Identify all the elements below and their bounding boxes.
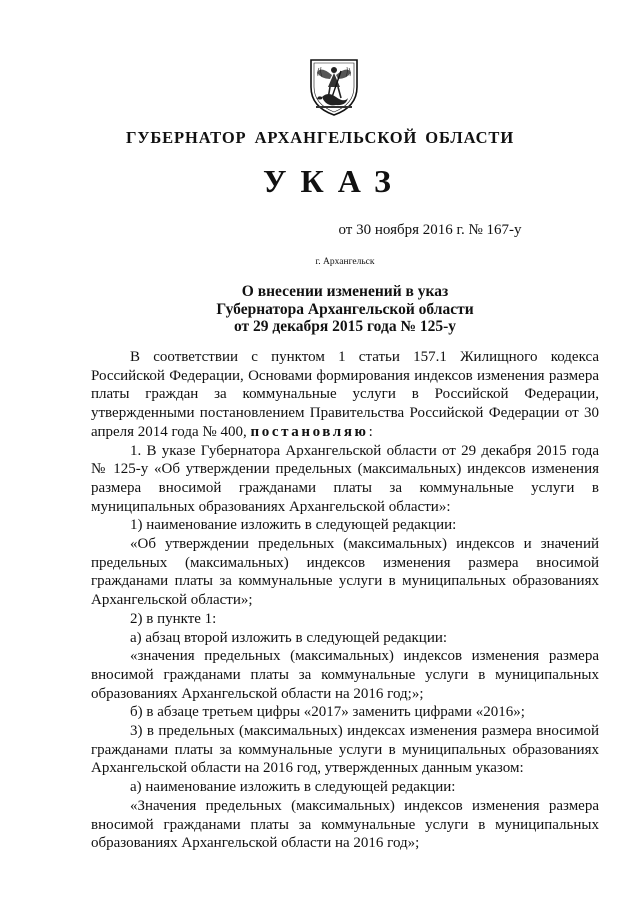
document-heading (25, 283, 640, 336)
decree-colon: : (368, 423, 373, 440)
heading-line: Губернатора Архангельской области (216, 300, 474, 318)
document-body (91, 348, 599, 853)
heading-line: от 29 декабря 2015 года № 125-у (233, 318, 457, 335)
intro-paragraph (91, 348, 599, 442)
body-paragraph: а) абзац второй изложить в следующей редакции: (130, 629, 448, 646)
body-paragraph: 3) в предельных (максимальных) индексах изменения размера вносимой гражданами платы за коммунальные услуги в муниципальных образованиях Архангельской области на 2016 год, утвержденных данным указом: (91, 723, 599, 777)
body-paragraph: 1. В указе Губернатора Архангельской области от 29 декабря 2015 года № 125-у «Об утверждении предельных (максимальных) индексов изменения размера вносимой гражданами платы за коммунальные услуги в муниципальных образованиях Архангельской области»: (91, 442, 599, 515)
decree-word: постановляю (250, 423, 369, 440)
body-paragraph: 1) наименование изложить в следующей редакции: (130, 517, 457, 534)
authority-title: ГУБЕРНАТОР АРХАНГЕЛЬСКОЙ ОБЛАСТИ (125, 128, 515, 147)
body-paragraph: б) в абзаце третьем цифры «2017» заменить цифрами «2016»; (130, 704, 525, 721)
body-paragraph: «значения предельных (максимальных) индексов изменения размера вносимой гражданами платы за коммунальные услуги в муниципальных образованиях Архангельской области на 2016 год;»; (91, 648, 599, 702)
document-date-number: от 30 ноября 2016 г. № 167-у (338, 222, 522, 238)
document-city: г. Архангельск (315, 257, 375, 267)
document-type: УКАЗ (263, 163, 405, 199)
body-paragraph: «Значения предельных (максимальных) индексов изменения размера вносимой гражданами платы за коммунальные услуги в муниципальных образованиях Архангельской области на 2016 год»; (91, 797, 599, 852)
body-paragraph: 2) в пункте 1: (130, 610, 217, 627)
body-paragraph: а) наименование изложить в следующей редакции: (130, 779, 456, 796)
body-paragraph: «Об утверждении предельных (максимальных) индексов и значений предельных (максимальных) индексов изменения размера вносимой гражданами платы за коммунальные услуги в муниципальных образованиях Архангельской области»; (91, 536, 599, 609)
heading-line: О внесении изменений в указ (241, 283, 449, 300)
intro-text: В соответствии с пунктом 1 статьи 157.1 Жилищного кодекса Российской Федерации, Основами формирования индексов изменения размера платы граждан за коммунальные услуги в Российской Федерации, утвержденными постановлением Правительства Российской Федерации от 30 апреля 2014 года № 400, (91, 349, 599, 440)
archangelsk-coat-of-arms-icon (308, 57, 360, 117)
